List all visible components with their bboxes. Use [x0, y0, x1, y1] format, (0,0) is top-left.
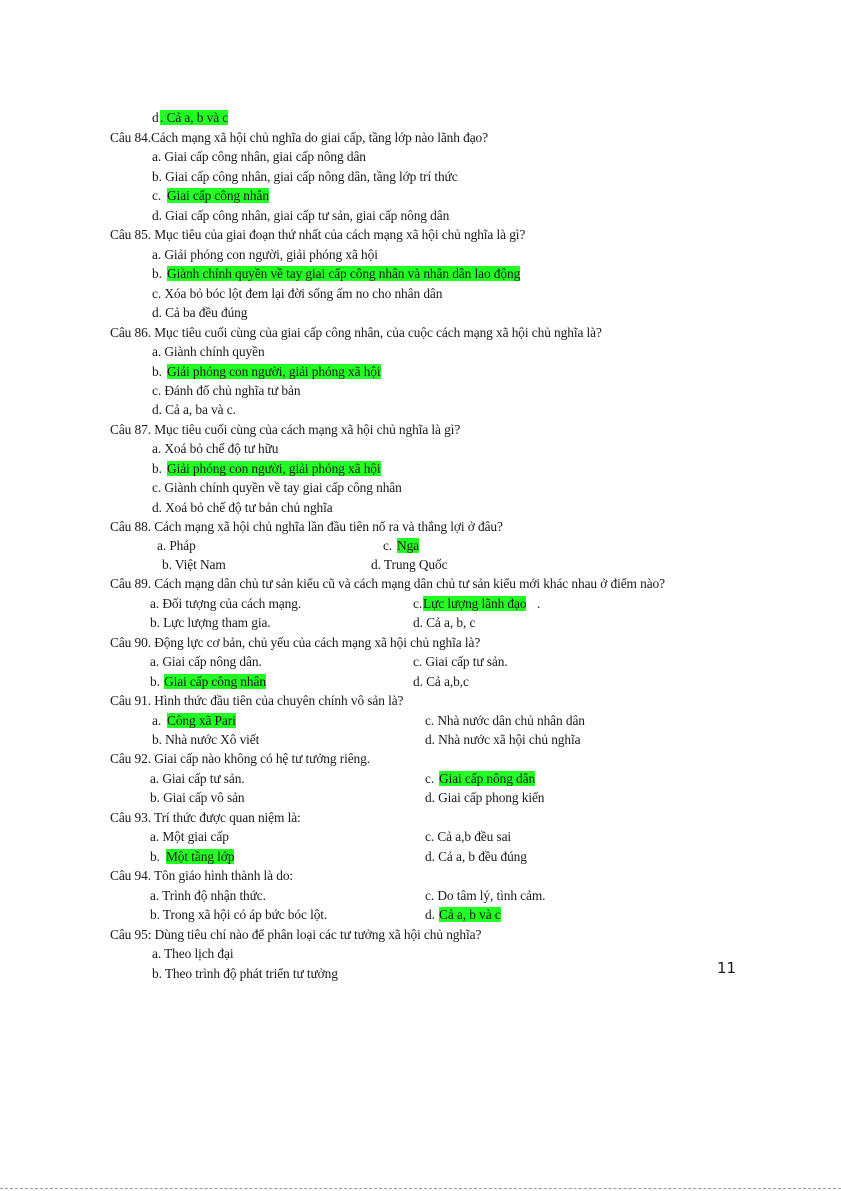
text-line: Câu 85. Mục tiêu của giai đoạn thứ nhất của cách mạng xã hội chủ nghĩa là gì?	[110, 227, 526, 242]
text-line: c. Xóa bỏ bóc lột đem lại đời sống ấm no cho nhân dân	[152, 286, 443, 301]
answer-highlight: Cả a, b và c	[439, 907, 501, 922]
answer-highlight: Giải phóng con người, giải phóng xã hội	[167, 461, 381, 476]
text-line: d. Cả a,b,c	[413, 674, 469, 689]
text-line: d. Cả ba đều đúng	[152, 305, 248, 320]
highlighted-answer	[164, 673, 266, 691]
highlighted-answer	[167, 712, 236, 730]
text-line: b. Giai cấp công nhân, giai cấp nông dân, tầng lớp trí thức	[152, 169, 458, 184]
text-line: a. Giai cấp nông dân.	[150, 654, 262, 669]
text-line: Câu 87. Mục tiêu cuối cùng của cách mạng xã hội chủ nghĩa là gì?	[110, 422, 461, 437]
text-line: b.	[150, 674, 160, 689]
highlighted-answer	[439, 906, 501, 924]
highlighted-answer	[167, 187, 269, 205]
text-line: a. Giai cấp công nhân, giai cấp nông dân	[152, 149, 366, 164]
text-line: d. Nhà nước xã hội chủ nghĩa	[425, 732, 581, 747]
text-line: c. Đánh đổ chủ nghĩa tư bản	[152, 383, 301, 398]
text-line: Câu 92. Giai cấp nào không có hệ tư tưởng riêng.	[110, 751, 370, 766]
text-line: b. Giai cấp vô sản	[150, 790, 245, 805]
text-line: c. Do tâm lý, tình cảm.	[425, 888, 546, 903]
text-line: a. Pháp	[157, 538, 196, 553]
text-line: d. Trung Quốc	[371, 557, 448, 572]
highlighted-answer	[160, 109, 228, 127]
text-line: b. Việt Nam	[162, 557, 226, 572]
text-line: d. Giai cấp phong kiến	[425, 790, 545, 805]
text-line: Câu 95: Dùng tiêu chí nào để phân loại các tư tưởng xã hội chủ nghĩa?	[110, 927, 482, 942]
text-line: c. Cả a,b đều sai	[425, 829, 512, 844]
answer-highlight: Giai cấp nông dân	[439, 771, 536, 786]
text-line: Câu 91. Hình thức đầu tiên của chuyên chính vô sản là?	[110, 693, 404, 708]
highlighted-answer	[167, 363, 381, 381]
text-line: c.	[152, 188, 162, 203]
text-line: Câu 86. Mục tiêu cuối cùng của giai cấp công nhân, của cuộc cách mạng xã hội chủ nghĩa là?	[110, 325, 602, 340]
text-line: b. Trong xã hội có áp bức bóc lột.	[150, 907, 328, 922]
page-bottom-edge	[0, 1188, 841, 1189]
text-line: c.	[425, 771, 435, 786]
text-line: b. Theo trình độ phát triển tư tưởng	[152, 966, 338, 981]
text-line: b.	[152, 461, 162, 476]
text-line: c.	[383, 538, 393, 553]
text-line: c.	[413, 596, 423, 611]
text-line: d. Cả a, b đều đúng	[425, 849, 527, 864]
answer-highlight: Nga	[397, 538, 420, 553]
text-line: b. Lực lượng tham gia.	[150, 615, 271, 630]
highlighted-answer	[166, 848, 234, 866]
answer-highlight: Công xã Pari	[167, 713, 236, 728]
text-line: d. Giai cấp công nhân, giai cấp tư sản, giai cấp nông dân	[152, 208, 450, 223]
text-line: a. Giải phóng con người, giải phóng xã hội	[152, 247, 378, 262]
text-line: Câu 94. Tôn giáo hình thành là do:	[110, 868, 294, 883]
text-line: a. Xoá bỏ chế độ tư hữu	[152, 441, 279, 456]
text-line: d. Cả a, ba và c.	[152, 402, 236, 417]
highlighted-answer	[167, 460, 381, 478]
text-line: a.	[152, 713, 162, 728]
text-line: Câu 89. Cách mạng dân chủ tư sản kiểu cũ và cách mạng dân chủ tư sản kiểu mới khác nhau ở điểm nào?	[110, 576, 665, 591]
text-line: Câu 88. Cách mạng xã hội chủ nghĩa lần đầu tiên nổ ra và thắng lợi ở đâu?	[110, 519, 503, 534]
text-line: d	[152, 110, 159, 125]
text-line: b. Nhà nước Xô viết	[152, 732, 260, 747]
text-line: d. Cả a, b, c	[413, 615, 476, 630]
answer-highlight: Giai cấp công nhân	[167, 188, 269, 203]
answer-highlight: Giành chính quyền về tay giai cấp công nhân và nhân dân lao động	[167, 266, 521, 281]
text-line: a. Đối tượng của cách mạng.	[150, 596, 302, 611]
text-line: a. Trình độ nhận thức.	[150, 888, 266, 903]
text-line: a. Giành chính quyền	[152, 344, 265, 359]
text-line: Câu 84.Cách mạng xã hội chủ nghĩa do giai cấp, tầng lớp nào lãnh đạo?	[110, 130, 488, 145]
answer-highlight: Giai cấp công nhân	[164, 674, 266, 689]
highlighted-answer	[397, 537, 419, 555]
text-line: c. Nhà nước dân chủ nhân dân	[425, 713, 585, 728]
highlighted-answer	[439, 770, 535, 788]
text-line: c. Giai cấp tư sản.	[413, 654, 508, 669]
highlighted-answer	[423, 595, 526, 613]
text-line: Câu 90. Động lực cơ bản, chủ yếu của cách mạng xã hội chủ nghĩa là?	[110, 635, 481, 650]
text-line: a. Một giai cấp	[150, 829, 229, 844]
text-line: a. Theo lịch đại	[152, 946, 234, 961]
text-line: d.	[425, 907, 435, 922]
text-line: .	[537, 596, 541, 611]
text-line: Câu 93. Trí thức được quan niệm là:	[110, 810, 301, 825]
highlighted-answer	[167, 265, 520, 283]
text-line: b.	[152, 364, 162, 379]
text-line: c. Giành chính quyền về tay giai cấp công nhân	[152, 480, 402, 495]
text-line: b.	[152, 266, 162, 281]
answer-highlight: Một tầng lớp	[166, 849, 235, 864]
text-line: b.	[150, 849, 160, 864]
page-number: 11	[717, 959, 737, 977]
answer-highlight: Giải phóng con người, giải phóng xã hội	[167, 364, 381, 379]
answer-highlight: Lực lượng lãnh đạo	[423, 596, 527, 611]
text-line: a. Giai cấp tư sản.	[150, 771, 245, 786]
text-line: d. Xoá bỏ chế độ tư bản chủ nghĩa	[152, 500, 333, 515]
answer-highlight: . Cả a, b và c	[160, 110, 229, 125]
